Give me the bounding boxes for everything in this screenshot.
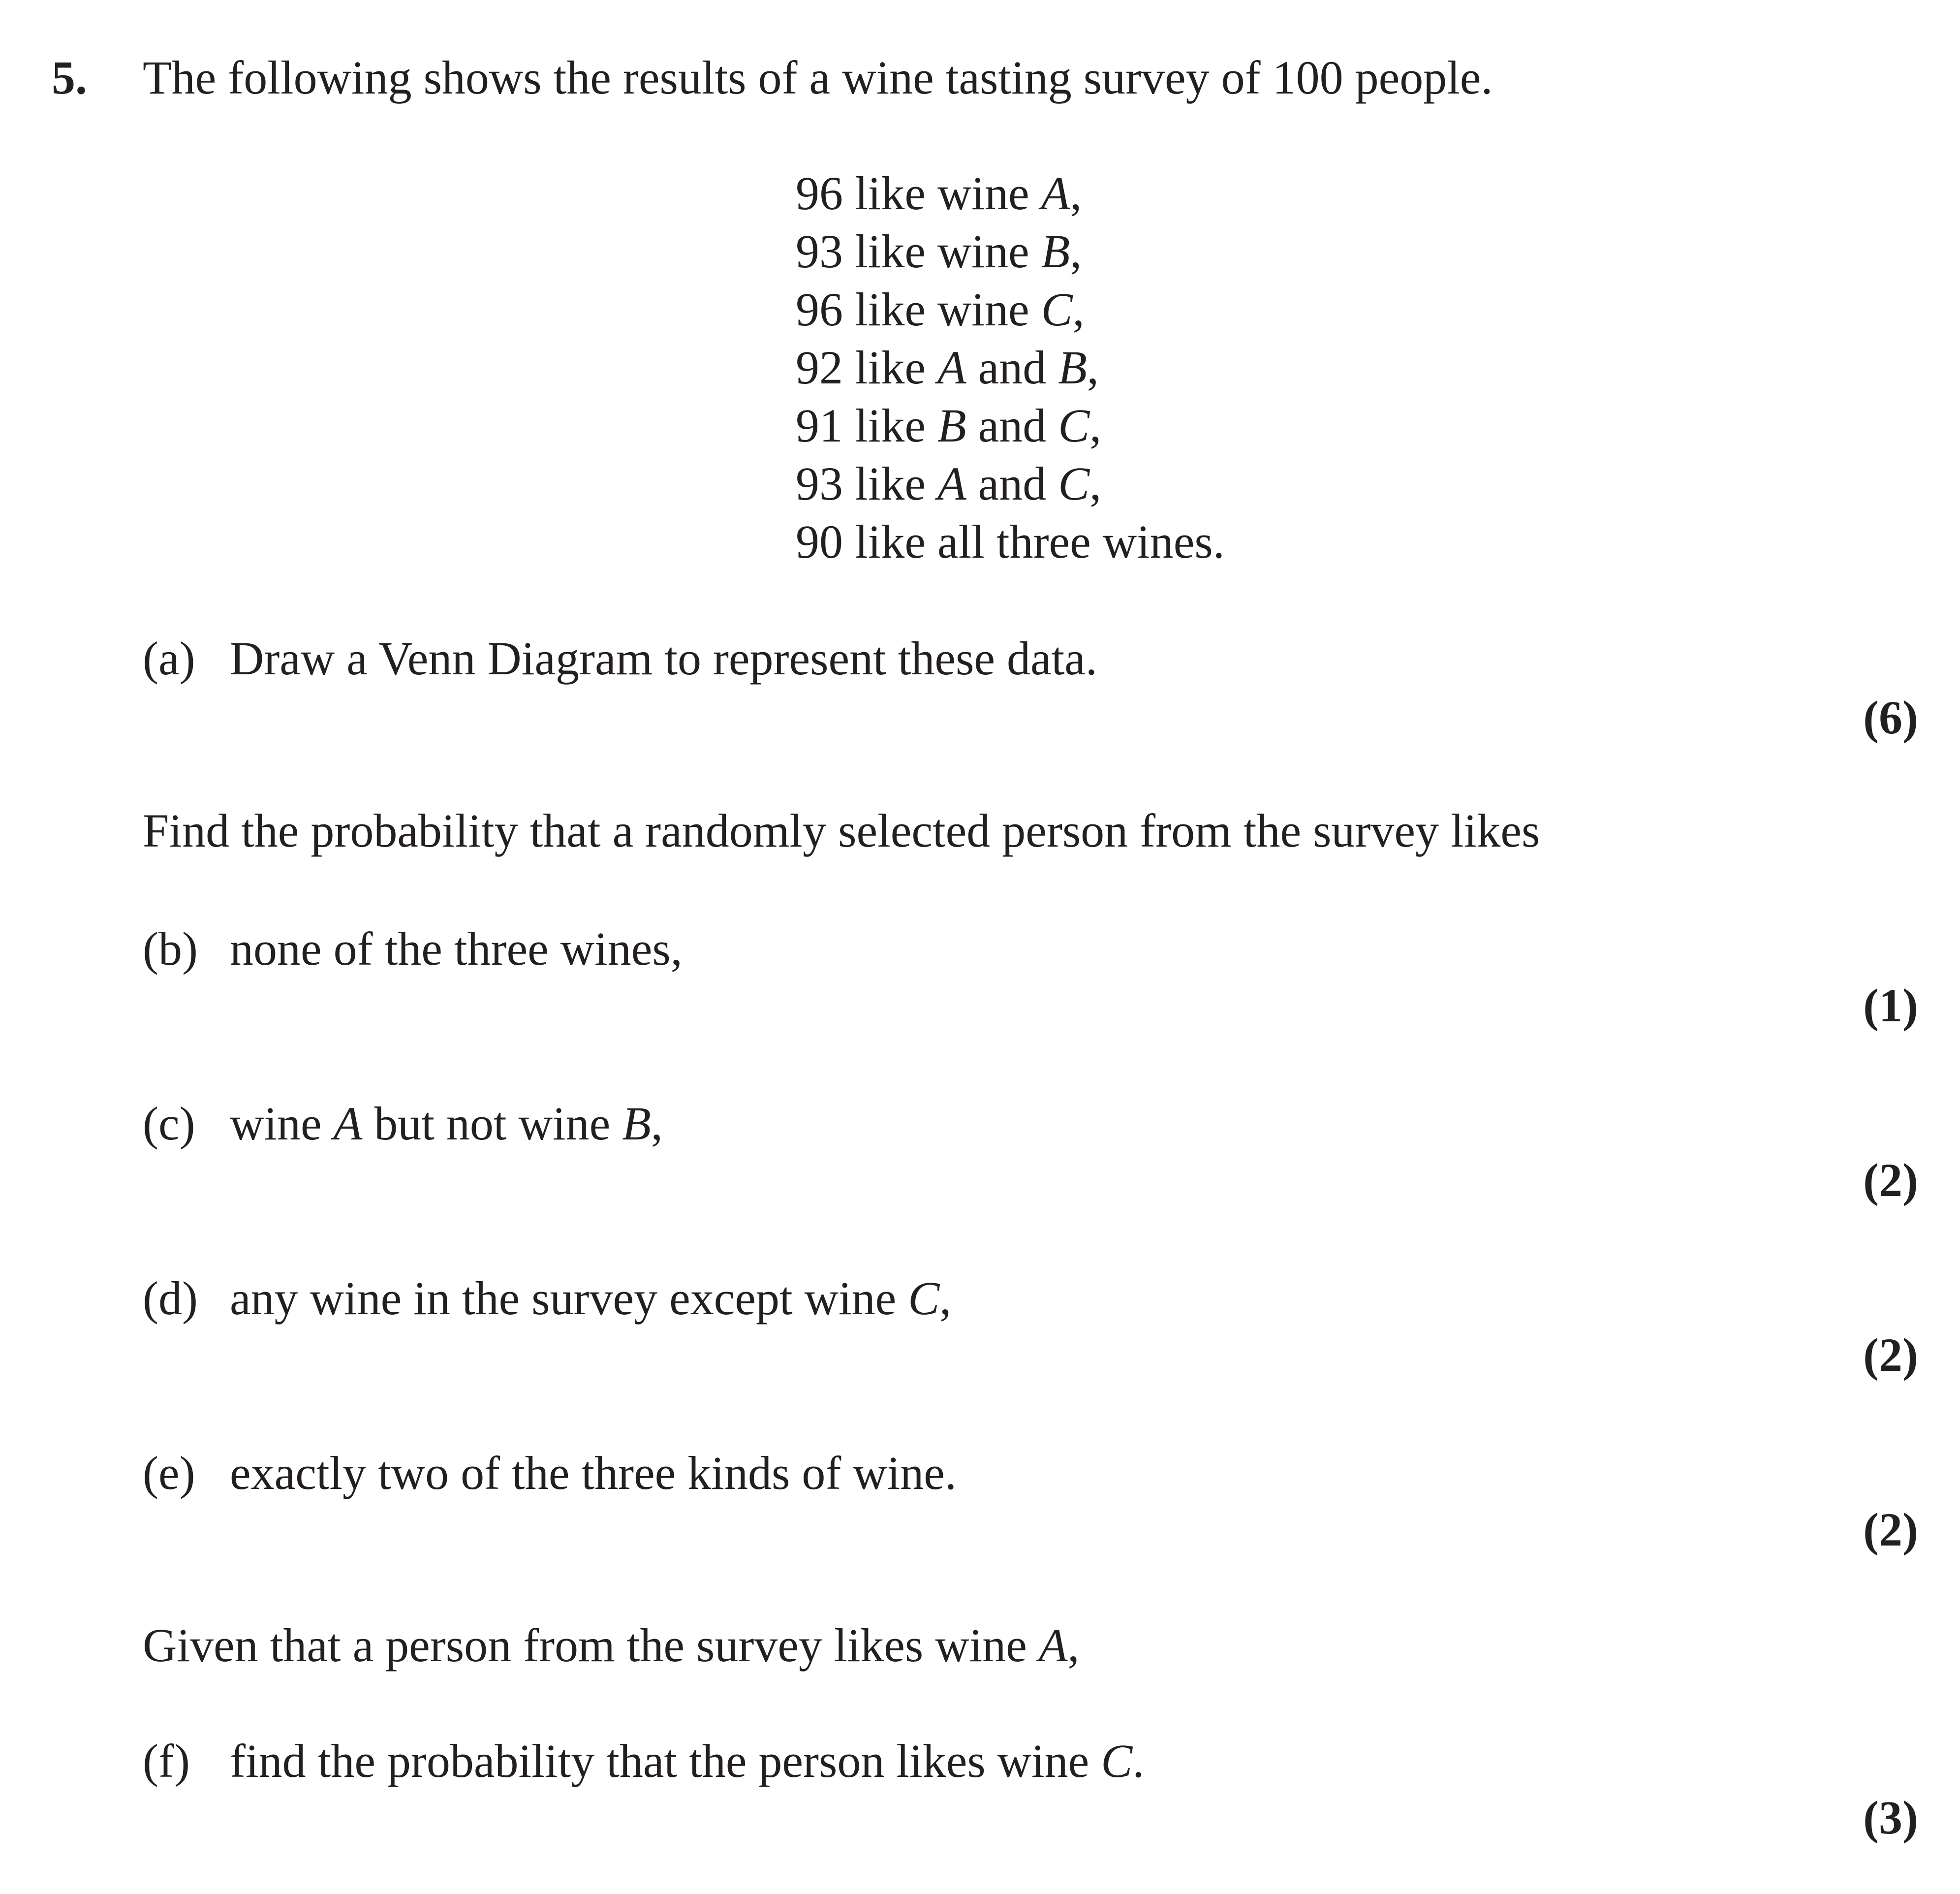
part-e-label: (e): [143, 1447, 195, 1499]
part-c-marks: (2): [1863, 1154, 1918, 1206]
part-d-text: any wine in the survey except wine C,: [230, 1272, 952, 1325]
survey-line-b-and-c: 91 like B and C,: [796, 399, 1102, 452]
survey-line-a-and-c: 93 like A and C,: [796, 457, 1102, 510]
part-c-label: (c): [143, 1097, 195, 1150]
survey-line-all-three: 90 like all three wines.: [796, 515, 1225, 568]
part-f-marks: (3): [1863, 1791, 1918, 1844]
survey-line-a-and-b: 92 like A and B,: [796, 341, 1099, 394]
question-intro: The following shows the results of a wine tasting survey of 100 people.: [143, 51, 1493, 104]
part-b-marks: (1): [1863, 979, 1918, 1032]
part-b-label: (b): [143, 922, 198, 975]
survey-line-wine-b: 93 like wine B,: [796, 225, 1082, 278]
part-a-marks: (6): [1863, 691, 1918, 744]
part-d-marks: (2): [1863, 1328, 1918, 1381]
part-f-label: (f): [143, 1735, 190, 1787]
find-probability-intro: Find the probability that a randomly selected person from the survey likes: [143, 804, 1540, 857]
part-b-text: none of the three wines,: [230, 922, 683, 975]
survey-line-wine-c: 96 like wine C,: [796, 283, 1085, 336]
part-c-text: wine A but not wine B,: [230, 1097, 663, 1150]
part-e-text: exactly two of the three kinds of wine.: [230, 1447, 957, 1499]
given-statement: Given that a person from the survey likes wine A,: [143, 1619, 1080, 1672]
part-f-text: find the probability that the person likes wine C.: [230, 1735, 1145, 1787]
question-number: 5.: [52, 51, 87, 104]
part-d-label: (d): [143, 1272, 198, 1325]
part-a-label: (a): [143, 632, 195, 685]
part-e-marks: (2): [1863, 1503, 1918, 1556]
survey-line-wine-a: 96 like wine A,: [796, 167, 1082, 220]
part-a-text: Draw a Venn Diagram to represent these data.: [230, 632, 1097, 685]
